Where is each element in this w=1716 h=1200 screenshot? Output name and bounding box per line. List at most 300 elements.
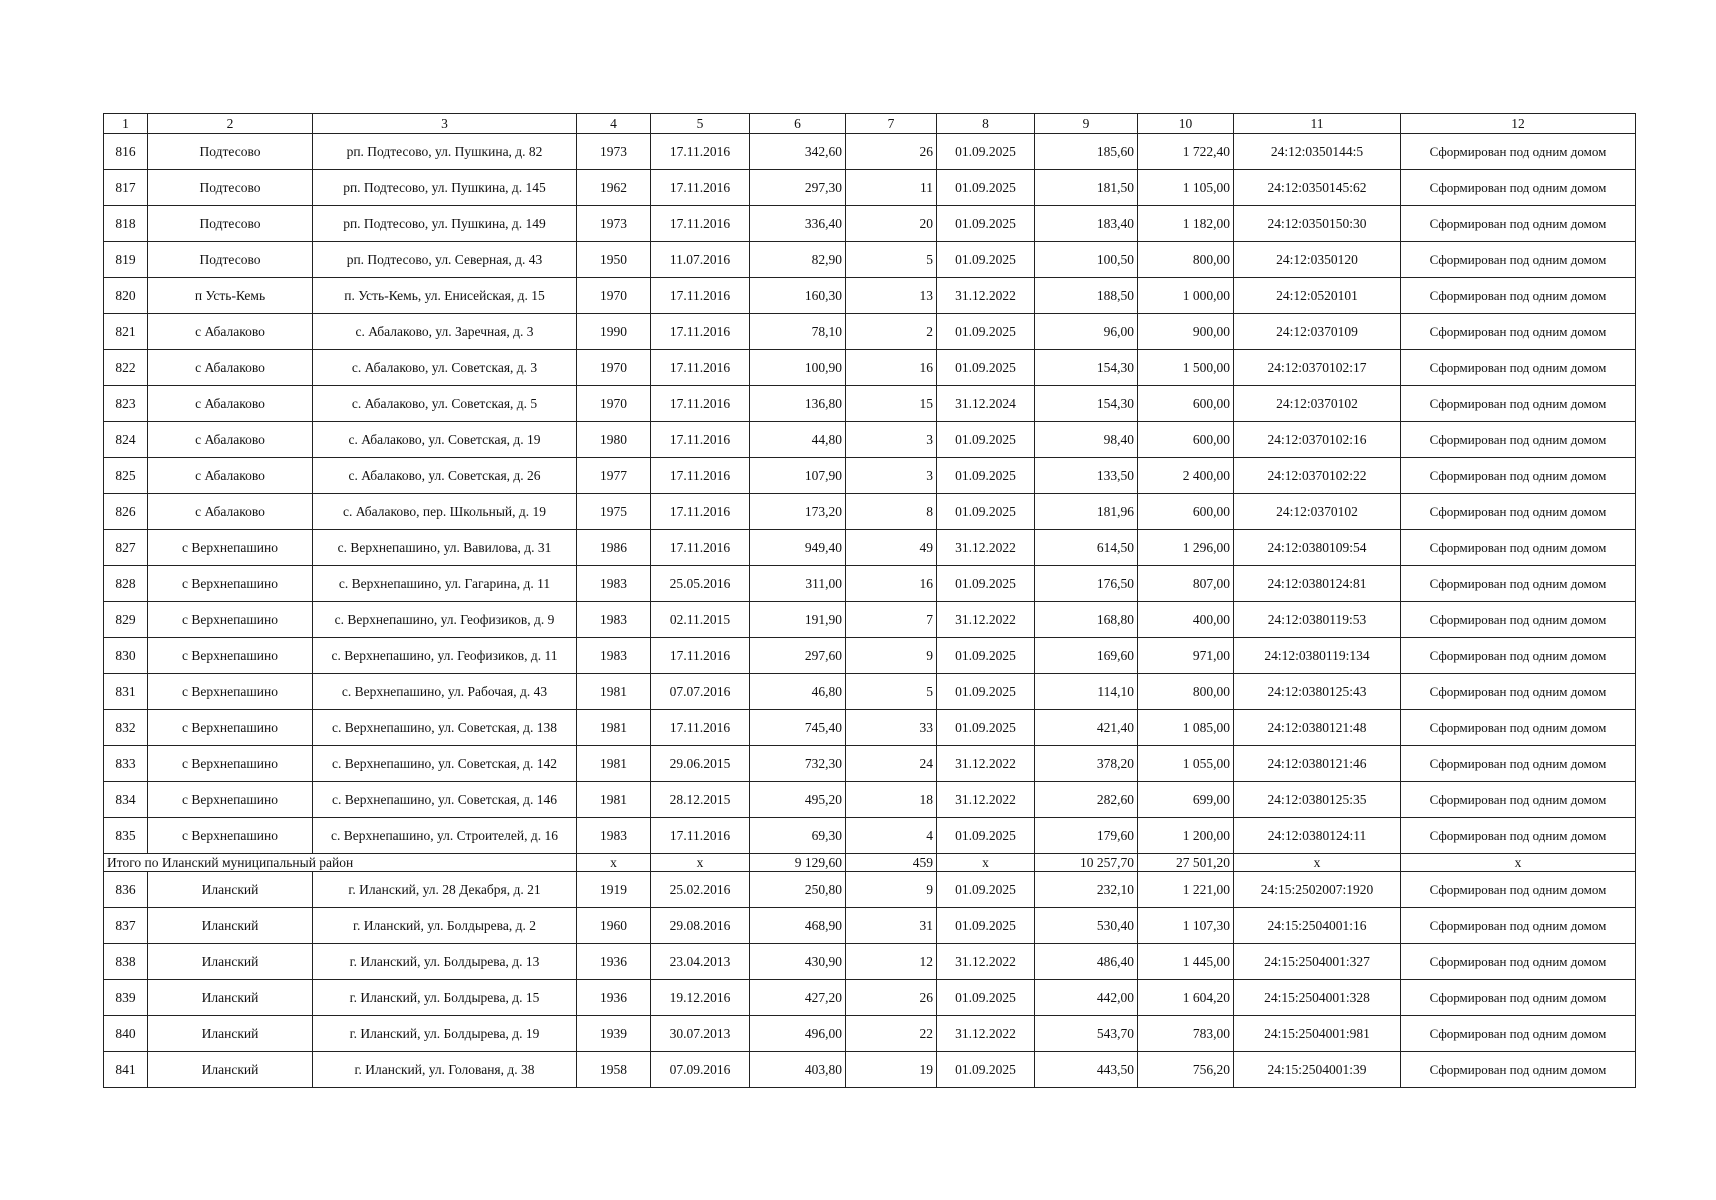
land-plot-status-cell: Сформирован под одним домом — [1401, 494, 1636, 530]
area-cell: 403,80 — [750, 1052, 846, 1088]
table-row — [104, 908, 1636, 944]
row-number-cell: 835 — [104, 818, 148, 854]
area-cell: 78,10 — [750, 314, 846, 350]
cadastral-number-cell: 24:15:2504001:981 — [1234, 1016, 1401, 1052]
cadastral-number-cell: 24:12:0370102:22 — [1234, 458, 1401, 494]
date-cell: 07.09.2016 — [651, 1052, 750, 1088]
land-plot-status-cell: Сформирован под одним домом — [1401, 944, 1636, 980]
table-row — [104, 638, 1636, 674]
settlement-cell: Иланский — [148, 872, 313, 908]
deadline-cell: 01.09.2025 — [937, 674, 1035, 710]
row-number-cell: 833 — [104, 746, 148, 782]
area-cell: 250,80 — [750, 872, 846, 908]
area-cell: 69,30 — [750, 818, 846, 854]
col-10-cell: 1 200,00 — [1138, 818, 1234, 854]
table-row — [104, 458, 1636, 494]
total-residents: 459 — [846, 854, 937, 872]
cadastral-number-cell: 24:12:0380119:53 — [1234, 602, 1401, 638]
settlement-cell: с Верхнепашино — [148, 674, 313, 710]
land-plot-status-cell: Сформирован под одним домом — [1401, 206, 1636, 242]
address-cell: рп. Подтесово, ул. Пушкина, д. 145 — [313, 170, 577, 206]
year-built-cell: 1919 — [577, 872, 651, 908]
residents-cell: 7 — [846, 602, 937, 638]
area-cell: 949,40 — [750, 530, 846, 566]
col-9-cell: 282,60 — [1035, 782, 1138, 818]
table-row — [104, 206, 1636, 242]
year-built-cell: 1960 — [577, 908, 651, 944]
table-body-lower — [104, 872, 1636, 1088]
land-plot-status-cell: Сформирован под одним домом — [1401, 782, 1636, 818]
col-9-cell: 543,70 — [1035, 1016, 1138, 1052]
col-10-cell: 600,00 — [1138, 494, 1234, 530]
date-cell: 29.06.2015 — [651, 746, 750, 782]
year-built-cell: 1983 — [577, 818, 651, 854]
cadastral-number-cell: 24:12:0370102:16 — [1234, 422, 1401, 458]
col-9-cell: 114,10 — [1035, 674, 1138, 710]
land-plot-status-cell: Сформирован под одним домом — [1401, 674, 1636, 710]
col-10-cell: 699,00 — [1138, 782, 1234, 818]
date-cell: 28.12.2015 — [651, 782, 750, 818]
year-built-cell: 1981 — [577, 746, 651, 782]
table-row — [104, 818, 1636, 854]
cadastral-number-cell: 24:12:0380125:43 — [1234, 674, 1401, 710]
area-cell: 311,00 — [750, 566, 846, 602]
cadastral-number-cell: 24:12:0350120 — [1234, 242, 1401, 278]
table-row — [104, 1016, 1636, 1052]
settlement-cell: Иланский — [148, 980, 313, 1016]
address-cell: с. Верхнепашино, ул. Вавилова, д. 31 — [313, 530, 577, 566]
land-plot-status-cell: Сформирован под одним домом — [1401, 1016, 1636, 1052]
cadastral-number-cell: 24:12:0380109:54 — [1234, 530, 1401, 566]
column-header-8: 8 — [937, 114, 1035, 134]
settlement-cell: с Абалаково — [148, 386, 313, 422]
cadastral-number-cell: 24:12:0350144:5 — [1234, 134, 1401, 170]
col-10-cell: 600,00 — [1138, 422, 1234, 458]
total-col-5: x — [651, 854, 750, 872]
address-cell: г. Иланский, ул. 28 Декабря, д. 21 — [313, 872, 577, 908]
area-cell: 430,90 — [750, 944, 846, 980]
table-row — [104, 872, 1636, 908]
column-header-10: 10 — [1138, 114, 1234, 134]
col-9-cell: 185,60 — [1035, 134, 1138, 170]
land-plot-status-cell: Сформирован под одним домом — [1401, 818, 1636, 854]
table-row — [104, 1052, 1636, 1088]
col-9-cell: 443,50 — [1035, 1052, 1138, 1088]
row-number-cell: 839 — [104, 980, 148, 1016]
residents-cell: 8 — [846, 494, 937, 530]
col-10-cell: 783,00 — [1138, 1016, 1234, 1052]
date-cell: 17.11.2016 — [651, 350, 750, 386]
address-cell: с. Верхнепашино, ул. Геофизиков, д. 11 — [313, 638, 577, 674]
residents-cell: 33 — [846, 710, 937, 746]
residents-cell: 26 — [846, 134, 937, 170]
col-10-cell: 800,00 — [1138, 242, 1234, 278]
settlement-cell: Иланский — [148, 908, 313, 944]
table-row — [104, 710, 1636, 746]
year-built-cell: 1981 — [577, 674, 651, 710]
date-cell: 25.02.2016 — [651, 872, 750, 908]
col-9-cell: 183,40 — [1035, 206, 1138, 242]
settlement-cell: с Верхнепашино — [148, 602, 313, 638]
table-row — [104, 782, 1636, 818]
deadline-cell: 31.12.2022 — [937, 278, 1035, 314]
total-col-4: x — [577, 854, 651, 872]
cadastral-number-cell: 24:15:2502007:1920 — [1234, 872, 1401, 908]
land-plot-status-cell: Сформирован под одним домом — [1401, 530, 1636, 566]
settlement-cell: Подтесово — [148, 206, 313, 242]
year-built-cell: 1977 — [577, 458, 651, 494]
date-cell: 17.11.2016 — [651, 710, 750, 746]
table-row — [104, 170, 1636, 206]
deadline-cell: 01.09.2025 — [937, 872, 1035, 908]
column-header-3: 3 — [313, 114, 577, 134]
date-cell: 17.11.2016 — [651, 530, 750, 566]
cadastral-number-cell: 24:12:0350150:30 — [1234, 206, 1401, 242]
address-cell: г. Иланский, ул. Болдырева, д. 19 — [313, 1016, 577, 1052]
row-number-cell: 817 — [104, 170, 148, 206]
residents-cell: 4 — [846, 818, 937, 854]
column-number-header-row — [104, 114, 1636, 134]
cadastral-number-cell: 24:12:0380121:48 — [1234, 710, 1401, 746]
cadastral-number-cell: 24:15:2504001:327 — [1234, 944, 1401, 980]
land-plot-status-cell: Сформирован под одним домом — [1401, 980, 1636, 1016]
area-cell: 297,30 — [750, 170, 846, 206]
col-10-cell: 1 055,00 — [1138, 746, 1234, 782]
settlement-cell: Подтесово — [148, 242, 313, 278]
column-header-1: 1 — [104, 114, 148, 134]
deadline-cell: 01.09.2025 — [937, 350, 1035, 386]
date-cell: 17.11.2016 — [651, 638, 750, 674]
column-header-7: 7 — [846, 114, 937, 134]
col-9-cell: 188,50 — [1035, 278, 1138, 314]
land-plot-status-cell: Сформирован под одним домом — [1401, 242, 1636, 278]
settlement-cell: с Верхнепашино — [148, 530, 313, 566]
area-cell: 44,80 — [750, 422, 846, 458]
row-number-cell: 841 — [104, 1052, 148, 1088]
date-cell: 17.11.2016 — [651, 818, 750, 854]
area-cell: 342,60 — [750, 134, 846, 170]
table-row — [104, 350, 1636, 386]
deadline-cell: 31.12.2022 — [937, 746, 1035, 782]
cadastral-number-cell: 24:15:2504001:39 — [1234, 1052, 1401, 1088]
year-built-cell: 1983 — [577, 638, 651, 674]
deadline-cell: 01.09.2025 — [937, 980, 1035, 1016]
land-plot-status-cell: Сформирован под одним домом — [1401, 314, 1636, 350]
col-10-cell: 1 296,00 — [1138, 530, 1234, 566]
col-10-cell: 1 500,00 — [1138, 350, 1234, 386]
deadline-cell: 01.09.2025 — [937, 818, 1035, 854]
area-cell: 336,40 — [750, 206, 846, 242]
row-number-cell: 820 — [104, 278, 148, 314]
residents-cell: 3 — [846, 458, 937, 494]
deadline-cell: 01.09.2025 — [937, 1052, 1035, 1088]
col-9-cell: 154,30 — [1035, 386, 1138, 422]
residents-cell: 18 — [846, 782, 937, 818]
col-10-cell: 1 107,30 — [1138, 908, 1234, 944]
column-header-5: 5 — [651, 114, 750, 134]
row-number-cell: 834 — [104, 782, 148, 818]
row-number-cell: 829 — [104, 602, 148, 638]
land-plot-status-cell: Сформирован под одним домом — [1401, 1052, 1636, 1088]
year-built-cell: 1981 — [577, 710, 651, 746]
deadline-cell: 31.12.2022 — [937, 1016, 1035, 1052]
col-10-cell: 756,20 — [1138, 1052, 1234, 1088]
table-row — [104, 746, 1636, 782]
row-number-cell: 838 — [104, 944, 148, 980]
date-cell: 02.11.2015 — [651, 602, 750, 638]
col-9-cell: 442,00 — [1035, 980, 1138, 1016]
table-body-upper — [104, 134, 1636, 854]
row-number-cell: 831 — [104, 674, 148, 710]
column-header-12: 12 — [1401, 114, 1636, 134]
year-built-cell: 1975 — [577, 494, 651, 530]
col-10-cell: 400,00 — [1138, 602, 1234, 638]
table-row — [104, 314, 1636, 350]
land-plot-status-cell: Сформирован под одним домом — [1401, 746, 1636, 782]
table-row — [104, 530, 1636, 566]
residents-cell: 24 — [846, 746, 937, 782]
residents-cell: 22 — [846, 1016, 937, 1052]
area-cell: 100,90 — [750, 350, 846, 386]
year-built-cell: 1986 — [577, 530, 651, 566]
col-9-cell: 181,50 — [1035, 170, 1138, 206]
year-built-cell: 1983 — [577, 566, 651, 602]
residents-cell: 13 — [846, 278, 937, 314]
area-cell: 732,30 — [750, 746, 846, 782]
deadline-cell: 31.12.2022 — [937, 530, 1035, 566]
deadline-cell: 01.09.2025 — [937, 566, 1035, 602]
residents-cell: 9 — [846, 872, 937, 908]
table-row — [104, 674, 1636, 710]
cadastral-number-cell: 24:12:0520101 — [1234, 278, 1401, 314]
area-cell: 427,20 — [750, 980, 846, 1016]
address-cell: с. Абалаково, ул. Советская, д. 26 — [313, 458, 577, 494]
table-row — [104, 602, 1636, 638]
cadastral-number-cell: 24:12:0370102 — [1234, 494, 1401, 530]
date-cell: 17.11.2016 — [651, 278, 750, 314]
land-plot-status-cell: Сформирован под одним домом — [1401, 170, 1636, 206]
settlement-cell: п Усть-Кемь — [148, 278, 313, 314]
column-header-4: 4 — [577, 114, 651, 134]
residents-cell: 16 — [846, 350, 937, 386]
cadastral-number-cell: 24:12:0380124:11 — [1234, 818, 1401, 854]
settlement-cell: с Верхнепашино — [148, 638, 313, 674]
cadastral-number-cell: 24:12:0380125:35 — [1234, 782, 1401, 818]
year-built-cell: 1973 — [577, 134, 651, 170]
residents-cell: 11 — [846, 170, 937, 206]
year-built-cell: 1981 — [577, 782, 651, 818]
row-number-cell: 828 — [104, 566, 148, 602]
settlement-cell: Иланский — [148, 1052, 313, 1088]
residents-cell: 5 — [846, 242, 937, 278]
residents-cell: 26 — [846, 980, 937, 1016]
year-built-cell: 1983 — [577, 602, 651, 638]
col-9-cell: 100,50 — [1035, 242, 1138, 278]
cadastral-number-cell: 24:12:0370102:17 — [1234, 350, 1401, 386]
date-cell: 17.11.2016 — [651, 422, 750, 458]
year-built-cell: 1980 — [577, 422, 651, 458]
col-9-cell: 421,40 — [1035, 710, 1138, 746]
col-9-cell: 176,50 — [1035, 566, 1138, 602]
land-plot-status-cell: Сформирован под одним домом — [1401, 386, 1636, 422]
row-number-cell: 837 — [104, 908, 148, 944]
deadline-cell: 01.09.2025 — [937, 638, 1035, 674]
area-cell: 160,30 — [750, 278, 846, 314]
residents-cell: 19 — [846, 1052, 937, 1088]
deadline-cell: 01.09.2025 — [937, 422, 1035, 458]
col-10-cell: 971,00 — [1138, 638, 1234, 674]
table-row — [104, 278, 1636, 314]
col-9-cell: 614,50 — [1035, 530, 1138, 566]
residents-cell: 3 — [846, 422, 937, 458]
col-9-cell: 181,96 — [1035, 494, 1138, 530]
cadastral-number-cell: 24:15:2504001:16 — [1234, 908, 1401, 944]
settlement-cell: Иланский — [148, 944, 313, 980]
address-cell: г. Иланский, ул. Болдырева, д. 2 — [313, 908, 577, 944]
deadline-cell: 31.12.2022 — [937, 944, 1035, 980]
deadline-cell: 01.09.2025 — [937, 134, 1035, 170]
year-built-cell: 1939 — [577, 1016, 651, 1052]
residents-cell: 15 — [846, 386, 937, 422]
address-cell: с. Верхнепашино, ул. Советская, д. 146 — [313, 782, 577, 818]
row-number-cell: 832 — [104, 710, 148, 746]
date-cell: 07.07.2016 — [651, 674, 750, 710]
total-col-11: x — [1234, 854, 1401, 872]
row-number-cell: 823 — [104, 386, 148, 422]
deadline-cell: 01.09.2025 — [937, 314, 1035, 350]
deadline-cell: 01.09.2025 — [937, 170, 1035, 206]
table-row — [104, 944, 1636, 980]
date-cell: 30.07.2013 — [651, 1016, 750, 1052]
row-number-cell: 836 — [104, 872, 148, 908]
residents-cell: 9 — [846, 638, 937, 674]
date-cell: 17.11.2016 — [651, 458, 750, 494]
address-cell: г. Иланский, ул. Голованя, д. 38 — [313, 1052, 577, 1088]
total-col-9: 10 257,70 — [1035, 854, 1138, 872]
table-row — [104, 242, 1636, 278]
col-10-cell: 1 722,40 — [1138, 134, 1234, 170]
row-number-cell: 840 — [104, 1016, 148, 1052]
land-plot-status-cell: Сформирован под одним домом — [1401, 908, 1636, 944]
row-number-cell: 816 — [104, 134, 148, 170]
address-cell: г. Иланский, ул. Болдырева, д. 15 — [313, 980, 577, 1016]
settlement-cell: с Абалаково — [148, 422, 313, 458]
total-area: 9 129,60 — [750, 854, 846, 872]
column-header-11: 11 — [1234, 114, 1401, 134]
row-number-cell: 827 — [104, 530, 148, 566]
settlement-cell: Подтесово — [148, 134, 313, 170]
col-10-cell: 800,00 — [1138, 674, 1234, 710]
area-cell: 107,90 — [750, 458, 846, 494]
address-cell: с. Верхнепашино, ул. Рабочая, д. 43 — [313, 674, 577, 710]
row-number-cell: 824 — [104, 422, 148, 458]
area-cell: 191,90 — [750, 602, 846, 638]
col-9-cell: 98,40 — [1035, 422, 1138, 458]
residents-cell: 12 — [846, 944, 937, 980]
col-10-cell: 900,00 — [1138, 314, 1234, 350]
year-built-cell: 1973 — [577, 206, 651, 242]
year-built-cell: 1936 — [577, 944, 651, 980]
date-cell: 23.04.2013 — [651, 944, 750, 980]
address-cell: с. Абалаково, ул. Советская, д. 5 — [313, 386, 577, 422]
cadastral-number-cell: 24:12:0380121:46 — [1234, 746, 1401, 782]
col-10-cell: 1 085,00 — [1138, 710, 1234, 746]
col-9-cell: 232,10 — [1035, 872, 1138, 908]
total-col-12: x — [1401, 854, 1636, 872]
col-9-cell: 486,40 — [1035, 944, 1138, 980]
residents-cell: 5 — [846, 674, 937, 710]
cadastral-number-cell: 24:12:0350145:62 — [1234, 170, 1401, 206]
year-built-cell: 1990 — [577, 314, 651, 350]
land-plot-status-cell: Сформирован под одним домом — [1401, 278, 1636, 314]
address-cell: п. Усть-Кемь, ул. Енисейская, д. 15 — [313, 278, 577, 314]
settlement-cell: с Абалаково — [148, 494, 313, 530]
district-total-row — [104, 854, 1636, 872]
date-cell: 17.11.2016 — [651, 170, 750, 206]
total-label: Итого по Иланский муниципальный район — [104, 854, 577, 872]
land-plot-status-cell: Сформирован под одним домом — [1401, 134, 1636, 170]
address-cell: с. Абалаково, ул. Советская, д. 19 — [313, 422, 577, 458]
deadline-cell: 01.09.2025 — [937, 494, 1035, 530]
address-cell: с. Абалаково, пер. Школьный, д. 19 — [313, 494, 577, 530]
land-plot-status-cell: Сформирован под одним домом — [1401, 872, 1636, 908]
settlement-cell: с Абалаково — [148, 314, 313, 350]
date-cell: 17.11.2016 — [651, 314, 750, 350]
address-cell: с. Верхнепашино, ул. Советская, д. 142 — [313, 746, 577, 782]
date-cell: 17.11.2016 — [651, 386, 750, 422]
area-cell: 468,90 — [750, 908, 846, 944]
deadline-cell: 01.09.2025 — [937, 242, 1035, 278]
col-9-cell: 179,60 — [1035, 818, 1138, 854]
area-cell: 496,00 — [750, 1016, 846, 1052]
land-plot-status-cell: Сформирован под одним домом — [1401, 638, 1636, 674]
total-col-10: 27 501,20 — [1138, 854, 1234, 872]
table-row — [104, 494, 1636, 530]
row-number-cell: 825 — [104, 458, 148, 494]
date-cell: 29.08.2016 — [651, 908, 750, 944]
year-built-cell: 1958 — [577, 1052, 651, 1088]
year-built-cell: 1950 — [577, 242, 651, 278]
col-9-cell: 168,80 — [1035, 602, 1138, 638]
residents-cell: 31 — [846, 908, 937, 944]
col-9-cell: 169,60 — [1035, 638, 1138, 674]
settlement-cell: с Верхнепашино — [148, 782, 313, 818]
col-10-cell: 1 105,00 — [1138, 170, 1234, 206]
settlement-cell: Подтесово — [148, 170, 313, 206]
row-number-cell: 822 — [104, 350, 148, 386]
area-cell: 82,90 — [750, 242, 846, 278]
deadline-cell: 31.12.2024 — [937, 386, 1035, 422]
cadastral-number-cell: 24:15:2504001:328 — [1234, 980, 1401, 1016]
column-header-9: 9 — [1035, 114, 1138, 134]
date-cell: 25.05.2016 — [651, 566, 750, 602]
address-cell: с. Абалаково, ул. Советская, д. 3 — [313, 350, 577, 386]
row-number-cell: 819 — [104, 242, 148, 278]
area-cell: 297,60 — [750, 638, 846, 674]
area-cell: 495,20 — [750, 782, 846, 818]
table-row — [104, 566, 1636, 602]
row-number-cell: 818 — [104, 206, 148, 242]
col-10-cell: 1 445,00 — [1138, 944, 1234, 980]
date-cell: 19.12.2016 — [651, 980, 750, 1016]
date-cell: 17.11.2016 — [651, 206, 750, 242]
land-plot-status-cell: Сформирован под одним домом — [1401, 458, 1636, 494]
row-number-cell: 821 — [104, 314, 148, 350]
address-cell: с. Верхнепашино, ул. Гагарина, д. 11 — [313, 566, 577, 602]
col-9-cell: 530,40 — [1035, 908, 1138, 944]
table-row — [104, 422, 1636, 458]
settlement-cell: с Абалаково — [148, 458, 313, 494]
